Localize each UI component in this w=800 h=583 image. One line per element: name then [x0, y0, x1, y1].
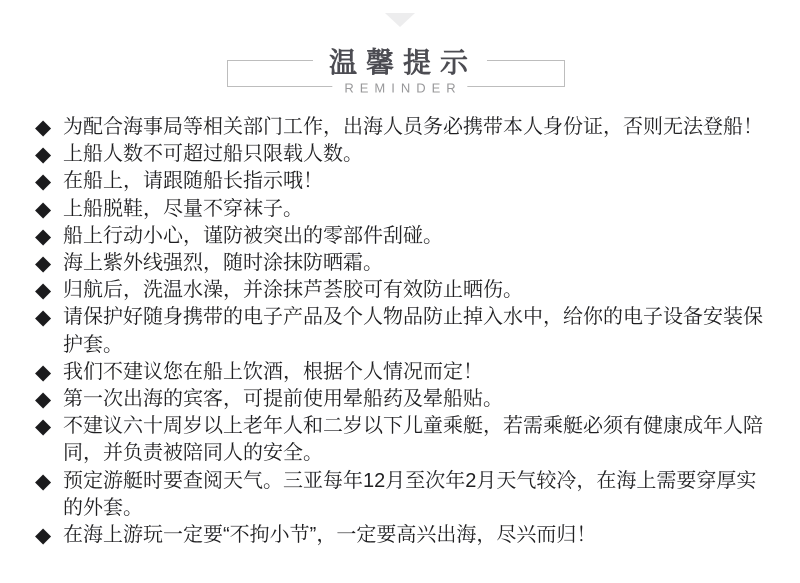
list-item [35, 196, 773, 223]
list-item-text: 船上行动小心，谨防被突出的零部件刮碰。 [63, 224, 443, 247]
list-item [35, 359, 773, 386]
list-item-text: 预定游艇时要查阅天气。三亚每年12月至次年2月天气较冷，在海上需要穿厚实的外套。 [63, 469, 757, 519]
diamond-bullet-icon: ◆ [35, 197, 52, 221]
list-item [35, 304, 773, 358]
diamond-bullet-icon: ◆ [35, 116, 52, 139]
diamond-bullet-icon: ◆ [35, 360, 52, 384]
diamond-bullet-icon: ◆ [35, 469, 52, 493]
diamond-bullet-icon: ◆ [35, 306, 52, 330]
list-item-text: 在船上，请跟随船长指示哦！ [63, 170, 323, 193]
reminder-list [0, 114, 800, 549]
diamond-bullet-icon: ◆ [35, 224, 52, 248]
list-item-text: 请保护好随身携带的电子产品及个人物品防止掉入水中，给你的电子设备安装保护套。 [63, 306, 763, 356]
diamond-bullet-icon: ◆ [35, 170, 52, 194]
diamond-bullet-icon: ◆ [35, 524, 52, 548]
list-item [35, 141, 773, 168]
list-item [35, 468, 773, 522]
list-item [35, 114, 773, 141]
list-item-text: 为配合海事局等相关部门工作，出海人员务必携带本人身份证，否则无法登船！ [63, 116, 763, 138]
page-title: 温馨提示 [313, 41, 487, 81]
down-triangle-icon [385, 13, 415, 27]
list-item [35, 522, 773, 549]
list-item-text: 上船人数不可超过船只限载人数。 [63, 143, 363, 166]
list-item [35, 223, 773, 250]
list-item-text: 第一次出海的宾客，可提前使用晕船药及晕船贴。 [63, 388, 503, 411]
list-item-text: 我们不建议您在船上饮酒，根据个人情况而定！ [63, 360, 483, 383]
list-item [35, 386, 773, 413]
list-item [35, 277, 773, 304]
list-item-text: 海上紫外线强烈，随时涂抹防晒霜。 [63, 252, 383, 275]
diamond-bullet-icon: ◆ [35, 279, 52, 303]
list-item-text: 不建议六十周岁以上老年人和二岁以下儿童乘艇，若需乘艇必须有健康成年人陪同，并负责被陪同人的安全。 [63, 415, 763, 465]
diamond-bullet-icon: ◆ [35, 415, 52, 439]
diamond-bullet-icon: ◆ [35, 143, 52, 167]
list-item-text: 归航后，洗温水澡，并涂抹芦荟胶可有效防止晒伤。 [63, 279, 523, 302]
list-item-text: 在海上游玩一定要“不拘小节”，一定要高兴出海，尽兴而归！ [63, 524, 597, 547]
list-item [35, 168, 773, 195]
diamond-bullet-icon: ◆ [35, 388, 52, 412]
diamond-bullet-icon: ◆ [35, 252, 52, 276]
page-subtitle: REMINDER [332, 81, 467, 96]
list-item [35, 250, 773, 277]
list-item [35, 413, 773, 467]
list-item-text: 上船脱鞋，尽量不穿袜子。 [63, 197, 303, 220]
